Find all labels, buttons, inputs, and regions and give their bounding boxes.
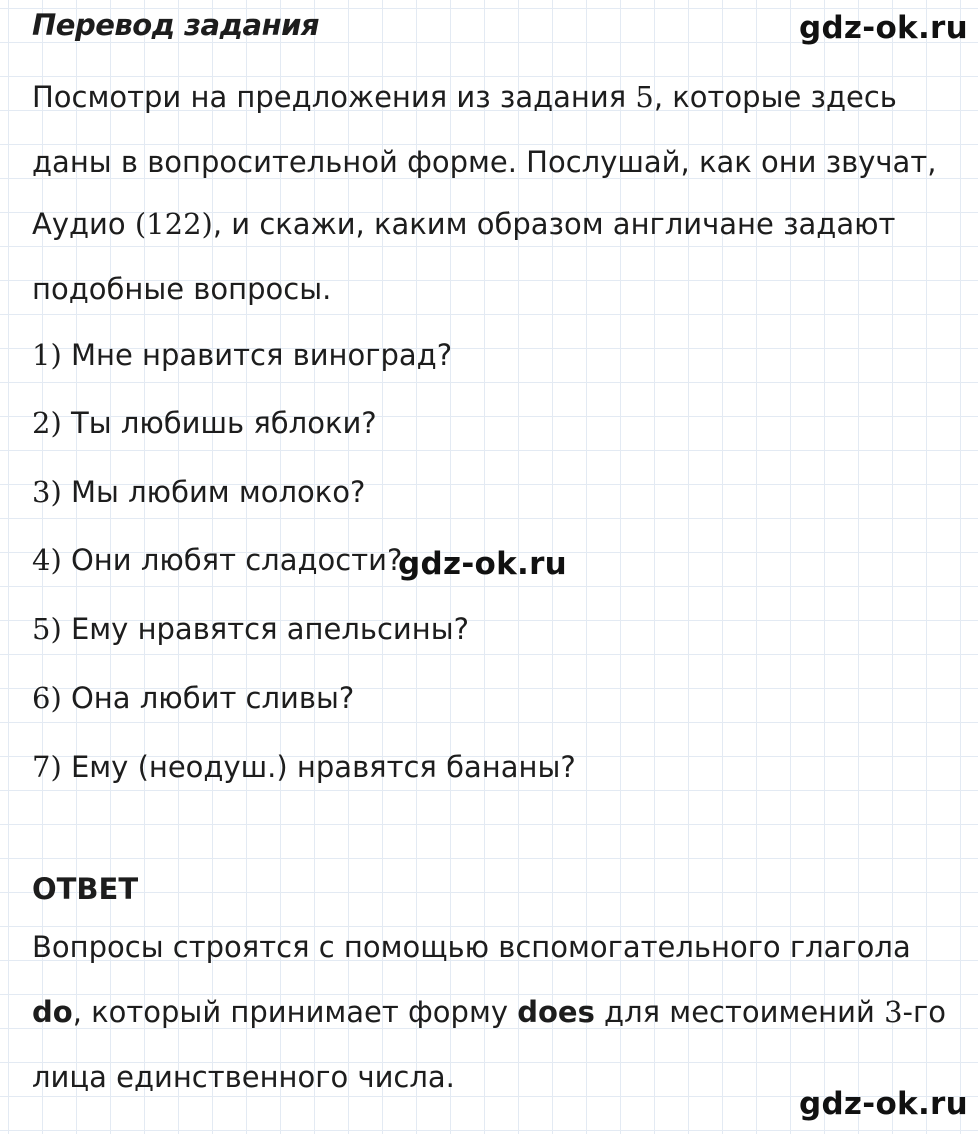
question-number: 2) <box>32 406 62 440</box>
watermark-bottom: gdz-ok.ru <box>798 1086 968 1122</box>
task-text: Посмотри на предложения из задания <box>32 80 636 114</box>
question-item <box>32 612 469 646</box>
question-item <box>32 475 365 509</box>
question-item <box>32 338 452 372</box>
keyword-does: does <box>517 995 595 1029</box>
question-number: 4) <box>32 543 62 577</box>
page-title: Перевод задания <box>32 8 320 42</box>
question-number: 7) <box>32 750 62 784</box>
watermark-top: gdz-ok.ru <box>798 10 968 46</box>
question-text: Мы любим молоко? <box>61 475 366 509</box>
task-text: Аудио <box>32 207 135 241</box>
task-line-2: даны в вопросительной форме. Послушай, как они звучат, <box>32 145 937 179</box>
question-text: Она любит сливы? <box>61 681 355 715</box>
task-line-4: подобные вопросы. <box>32 272 332 306</box>
question-text: Мне нравится виноград? <box>61 338 453 372</box>
question-number: 6) <box>32 681 62 715</box>
question-number: 3) <box>32 475 62 509</box>
question-text: Ему нравятся апельсины? <box>61 612 469 646</box>
answer-number: 3 <box>884 995 903 1029</box>
answer-text: для местоимений <box>594 995 885 1029</box>
question-item <box>32 681 354 715</box>
answer-line-2 <box>32 995 946 1029</box>
question-text: Они любят сладости? <box>61 543 403 577</box>
task-number: 5 <box>635 80 654 114</box>
question-text: Ему (неодуш.) нравятся бананы? <box>61 750 576 784</box>
question-item <box>32 543 402 577</box>
answer-line-1: Вопросы строятся с помощью вспомогательного глагола <box>32 930 911 964</box>
question-text: Ты любишь яблоки? <box>61 406 377 440</box>
question-item <box>32 750 576 784</box>
question-item <box>32 406 377 440</box>
task-text: , и скажи, каким образом англичане задают <box>212 207 896 241</box>
task-line-1 <box>32 80 897 114</box>
answer-line-3: лица единственного числа. <box>32 1060 455 1094</box>
answer-text: -го <box>902 995 946 1029</box>
answer-heading: ОТВЕТ <box>32 872 139 906</box>
keyword-do: do <box>32 995 73 1029</box>
task-text: , которые здесь <box>653 80 897 114</box>
question-number: 1) <box>32 338 62 372</box>
audio-number: (122) <box>134 207 213 241</box>
watermark-middle: gdz-ok.ru <box>398 546 568 582</box>
answer-text: , который принимает форму <box>72 995 518 1029</box>
task-line-3 <box>32 207 895 241</box>
question-number: 5) <box>32 612 62 646</box>
